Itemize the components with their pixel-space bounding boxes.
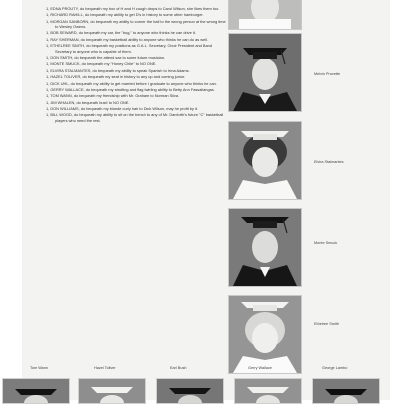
bequest-item: 1, BOB SEWARD, do bequeath my car, the "bug," to anyone who thinks he can drive it. xyxy=(46,30,196,36)
bequest-item: 1, MORGAN SANBORN, do bequeath my ability to corner the ball to the wrong person at the wrong time to Wesley Owens. xyxy=(46,18,226,30)
bequest-item: 1, BILL WOOD, do bequeath my ability to sit on the bench to any of Mr. Danforth's future "C" basketball players who need the rest. xyxy=(46,112,224,123)
portrait-name: Ethelree Smith xyxy=(314,322,339,326)
bequest-item: 1, GERRY WALLACE, do bequeath my strutting and flag twirling ability to Betty Ann Fassaliangas. xyxy=(46,86,215,92)
bottom-portrait-name: Earl Bush xyxy=(170,366,187,370)
bottom-portrait xyxy=(78,378,146,404)
bequest-item: 1, HAZEL TOLIVER, do bequeath my seat in history to any up and coming junior. xyxy=(46,74,186,80)
bequest-item: 1, ETHELREE SMITH, do bequeath my positions as G.A.L. Secretary, Choir President and Band Secretary to anyone who is capable of them. xyxy=(46,43,213,54)
bequest-list xyxy=(46,6,228,124)
bottom-portrait-name: Gerry Wallace xyxy=(248,366,272,370)
bottom-row-names xyxy=(22,366,390,372)
bequest-item: 1, EDNA PROUTY, do bequeath my box of H and H cough drops to Carol Wilson, she likes them too. xyxy=(46,6,220,11)
bottom-portrait xyxy=(2,378,70,404)
portrait-name: Elvira Stalmantes xyxy=(314,160,344,164)
bottom-portrait-name: Hazel Toliver xyxy=(94,366,116,370)
portrait-name: Monte Smuck xyxy=(314,241,338,245)
senior-portrait xyxy=(228,121,302,200)
yearbook-page xyxy=(22,0,390,400)
bottom-portrait xyxy=(234,378,302,404)
bequest-item: 1, RICHARD RAHILL, do bequeath my ability to get D's in history to some other hamburger. xyxy=(46,12,204,18)
bequest-item: 1, MONTE SMUCK, do bequeath my "Honey Chile" to NO ONE. xyxy=(46,61,157,67)
bottom-portrait-name: Tom Wann xyxy=(30,366,49,370)
bequest-item: 1, TOM WANN, do bequeath my friendship with Mr. Graham to Norman Silva. xyxy=(46,93,180,99)
bottom-portrait-name: George Lambo xyxy=(322,366,348,370)
bequest-item: 1, DICK UHL, do bequeath my ability to get married before I graduate to anyone who thinks he can. xyxy=(46,80,217,86)
bequest-item: 1, JIM WHALEN, do bequeath bust! to NO ONE. xyxy=(46,99,130,105)
bequest-item: 1, ELVIRA STALMANTES, do bequeath my ability to speak Spanish to Irma Adams. xyxy=(46,67,190,73)
senior-portrait xyxy=(228,208,302,287)
senior-portrait xyxy=(228,295,302,374)
portrait-name: Melvin Pruvette xyxy=(314,72,341,76)
bottom-portrait xyxy=(312,378,380,404)
cropped-top-portrait xyxy=(228,0,302,30)
bottom-portrait xyxy=(156,378,224,404)
bequest-item: 1, DON WILLIAMS, do bequeath my blonde curly hair to Dick Wilson, may he profit by it. xyxy=(46,106,199,112)
bequest-item: 1, DON SMITH, do bequeath the attend sax to some future musician. xyxy=(46,54,165,60)
senior-portrait xyxy=(228,33,302,112)
bequest-item: 1, RAY SHERMAN, do bequeath my basketball ability to anyone who thinks he can do as well. xyxy=(46,36,209,42)
